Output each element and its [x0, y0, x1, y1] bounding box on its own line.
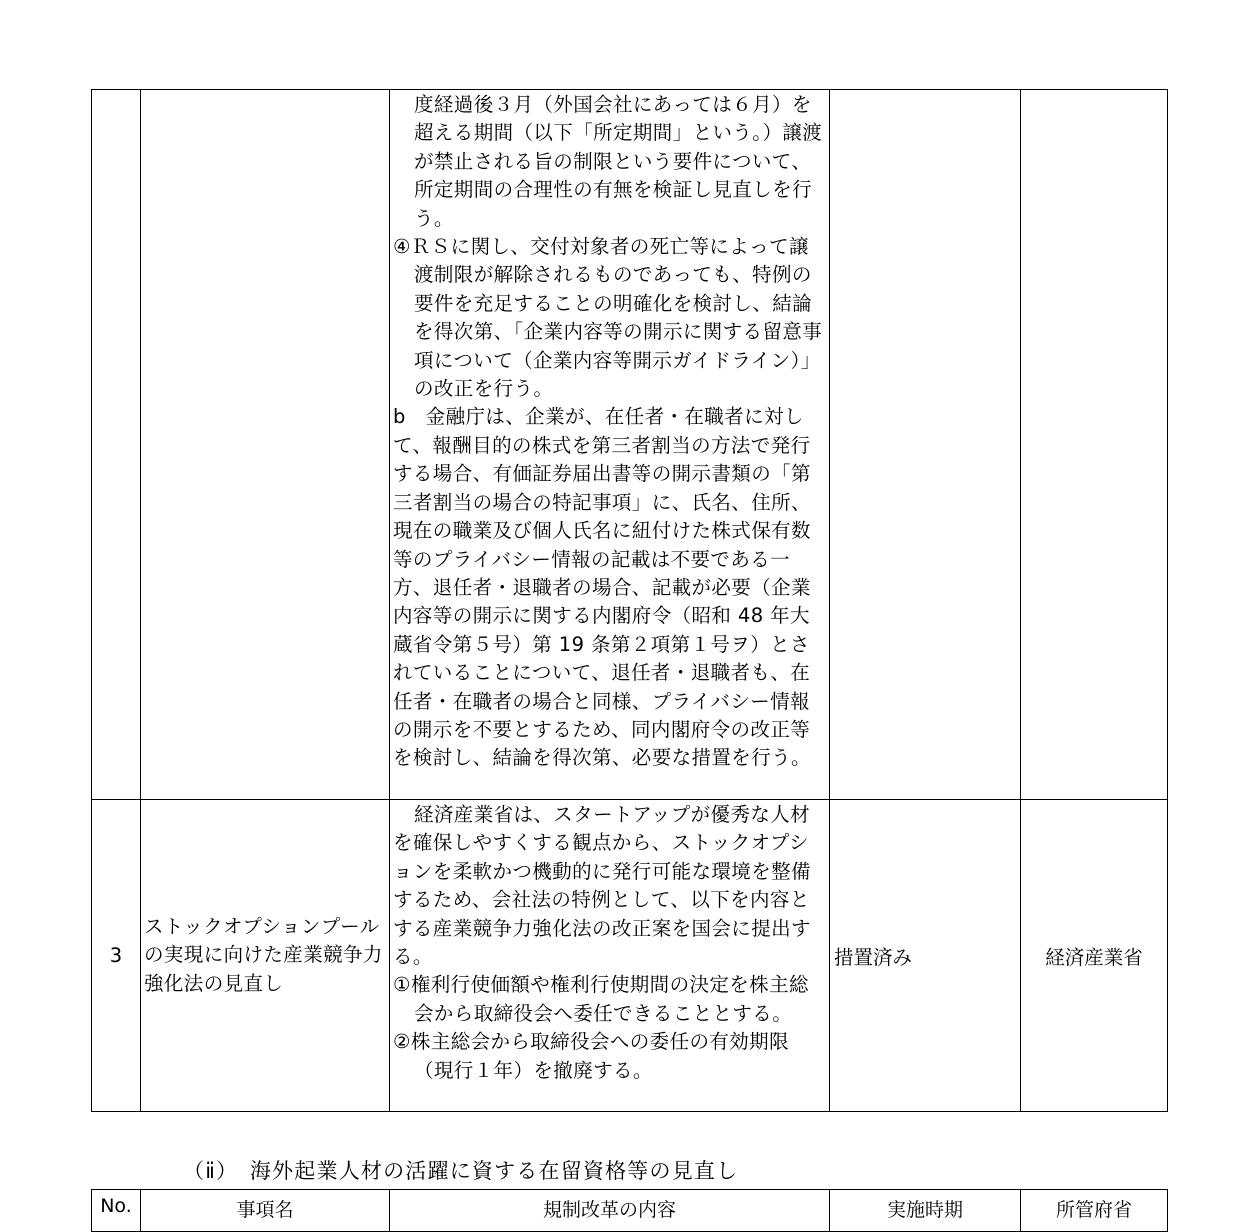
header-ministry: 所管府省: [1021, 1190, 1168, 1232]
table-row: [92, 90, 1168, 800]
regulation-table: [91, 89, 1168, 1112]
reform-content: [390, 90, 830, 800]
item-name: [141, 90, 390, 800]
next-table-header: [91, 1189, 1168, 1232]
responsible-ministry: [1021, 90, 1168, 800]
content-paragraph: 度経過後３月（外国会社にあっては６月）を超える期間（以下「所定期間」という。）譲渡が禁止される旨の制限という要件について、所定期間の合理性の有無を検証し見直しを行う。: [414, 93, 823, 230]
header-row: [92, 1190, 1168, 1232]
content-paragraph: 経済産業省は、スタートアップが優秀な人材を確保しやすくする観点から、ストックオプションを柔軟かつ機動的に発行可能な環境を整備するため、会社法の特例として、以下を内容とする産業競争力強化法の改正案を国会に提出する。: [393, 803, 811, 969]
implementation-timing: [830, 90, 1021, 800]
implementation-timing: 措置済み: [830, 800, 1021, 1112]
content-paragraph: ①権利行使価額や権利行使期間の決定を株主総会から取締役会へ委任できることとする。: [393, 973, 809, 1025]
header-timing: 実施時期: [830, 1190, 1021, 1232]
section-heading: （ⅱ） 海外起業人材の活躍に資する在留資格等の見直し: [183, 1159, 739, 1183]
header-no: No.: [92, 1190, 141, 1232]
content-paragraph: ④ＲＳに関し、交付対象者の死亡等によって譲渡制限が解除されるものであっても、特例の要件を充足することの明確化を検討し、結論を得次第、「企業内容等の開示に関する留意事項について（企業内容等開示ガイドライン）」の改正を行う。: [393, 235, 823, 401]
item-name: ストックオプションプールの実現に向けた産業競争力強化法の見直し: [141, 800, 390, 1112]
header-reform-content: 規制改革の内容: [390, 1190, 830, 1232]
header-item-name: 事項名: [141, 1190, 390, 1232]
responsible-ministry: 経済産業省: [1021, 800, 1168, 1112]
row-number: 3: [92, 800, 141, 1112]
table-row: [92, 800, 1168, 1112]
reform-content: [390, 800, 830, 1112]
row-number: [92, 90, 141, 800]
content-paragraph: b 金融庁は、企業が、在任者・在職者に対して、報酬目的の株式を第三者割当の方法で発行する場合、有価証券届出書等の開示書類の「第三者割当の場合の特記事項」に、氏名、住所、現在の職業及び個人氏名に紐付けた株式保有数等のプライバシー情報の記載は不要である一方、退任者・退職者の場合、記載が必要（企業内容等の開示に関する内閣府令（昭和 48 年大蔵省令第５号）第 19 条第２項第１号ヲ）とされていることについて、退任者・退職者も、在任者・在職者の場合と同様、プライバシー情報の開示を不要とするため、同内閣府令の改正等を検討し、結論を得次第、必要な措置を行う。: [393, 405, 811, 770]
content-paragraph: ②株主総会から取締役会への委任の有効期限（現行１年）を撤廃する。: [393, 1030, 789, 1082]
